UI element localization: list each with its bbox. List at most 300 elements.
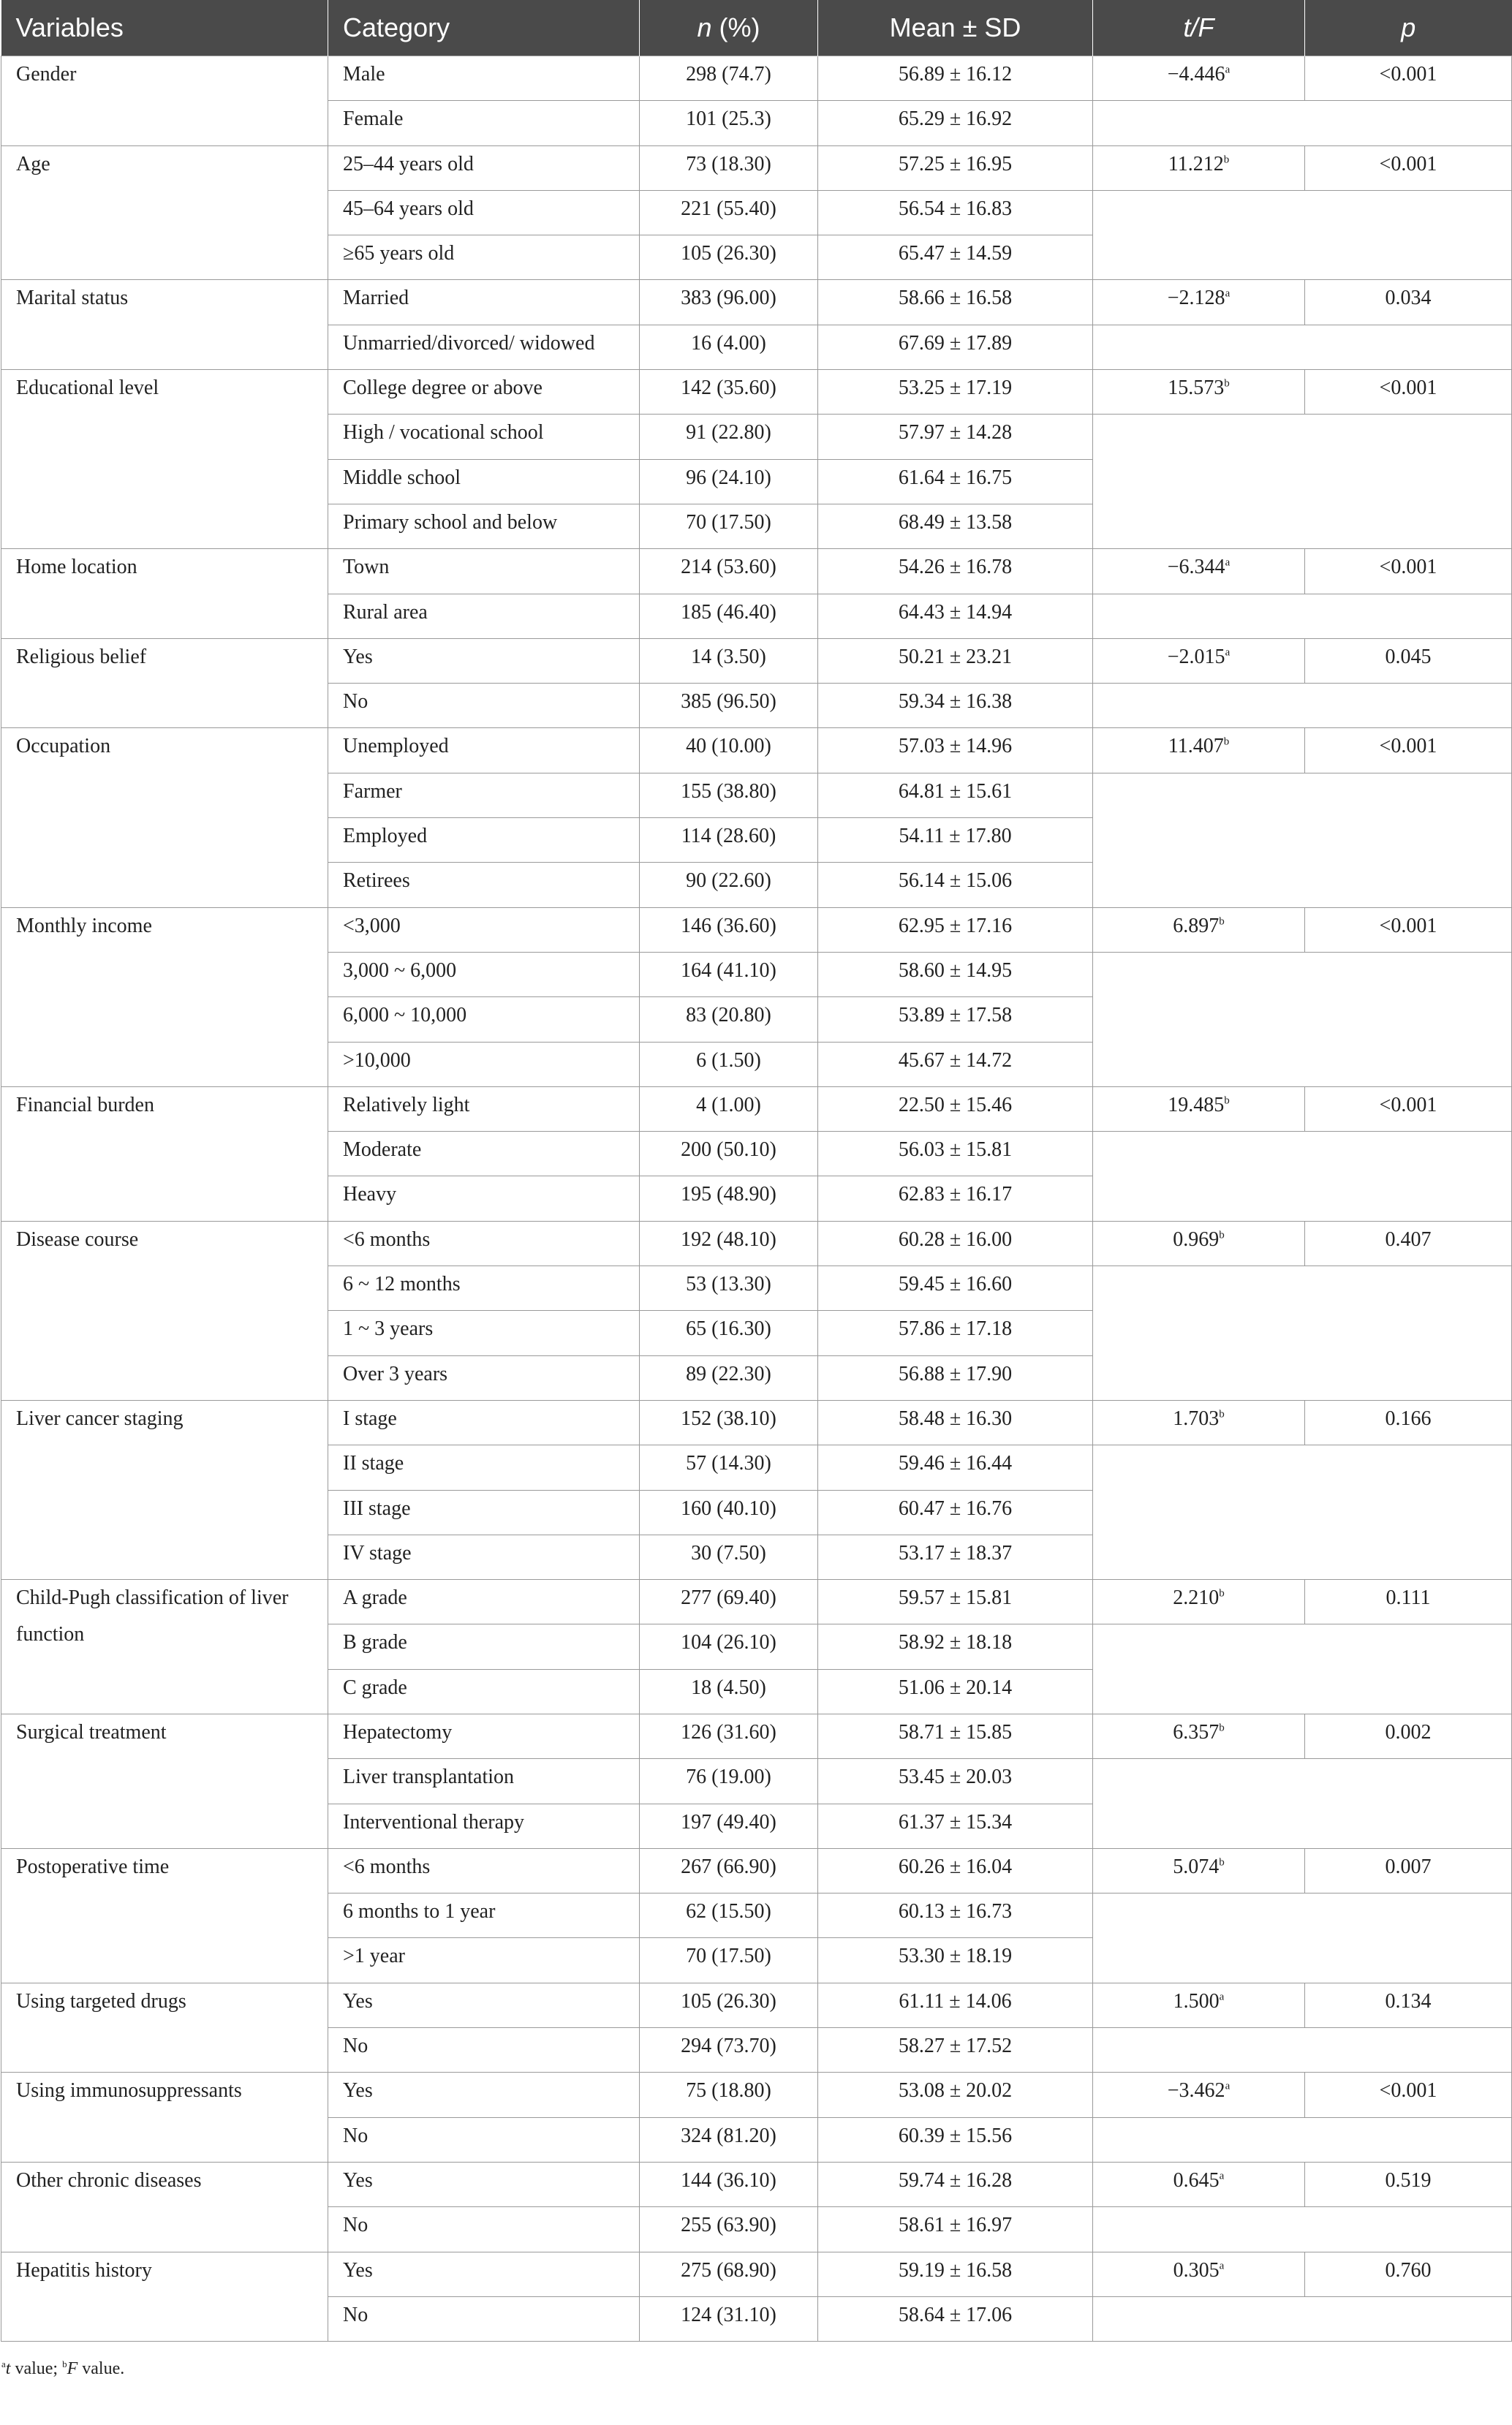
tf-value: 0.645 [1173, 2168, 1220, 2192]
mean-sd-cell: 56.14 ± 15.06 [818, 863, 1093, 907]
variable-cell: Age [1, 145, 328, 280]
mean-sd-cell: 64.43 ± 14.94 [818, 594, 1093, 638]
mean-sd-cell: 57.86 ± 17.18 [818, 1311, 1093, 1355]
category-cell: 45–64 years old [328, 190, 640, 235]
variable-cell: Liver cancer staging [1, 1400, 328, 1579]
mean-sd-cell: 57.03 ± 14.96 [818, 728, 1093, 773]
empty-stat-cell [1093, 1759, 1512, 1849]
tf-value: 1.500 [1173, 1989, 1220, 2013]
n-percent-cell: 192 (48.10) [640, 1221, 818, 1266]
n-percent-cell: 18 (4.50) [640, 1669, 818, 1714]
n-percent-cell: 53 (13.30) [640, 1266, 818, 1311]
category-cell: Rural area [328, 594, 640, 638]
tf-value: −4.446 [1167, 63, 1225, 86]
p-value-cell: 0.519 [1305, 2162, 1512, 2206]
n-percent-cell: 14 (3.50) [640, 638, 818, 683]
tf-value-cell [1093, 1580, 1305, 1624]
tf-value: 6.357 [1173, 1720, 1220, 1744]
mean-sd-cell: 58.71 ± 15.85 [818, 1714, 1093, 1758]
tf-superscript: a [1225, 288, 1231, 300]
n-percent-cell: 90 (22.60) [640, 863, 818, 907]
mean-sd-cell: 58.66 ± 16.58 [818, 280, 1093, 325]
empty-stat-cell [1093, 325, 1512, 369]
empty-stat-cell [1093, 594, 1512, 638]
n-percent-cell: 91 (22.80) [640, 415, 818, 459]
n-percent-cell: 30 (7.50) [640, 1535, 818, 1579]
category-cell: Yes [328, 2073, 640, 2117]
category-cell: <3,000 [328, 907, 640, 952]
table-row [1, 2252, 1512, 2296]
empty-stat-cell [1093, 1894, 1512, 1983]
category-cell: III stage [328, 1490, 640, 1535]
mean-sd-cell: 61.64 ± 16.75 [818, 459, 1093, 504]
table-row [1, 1848, 1512, 1893]
empty-stat-cell [1093, 2296, 1512, 2341]
n-percent-cell: 105 (26.30) [640, 235, 818, 280]
n-percent-cell: 89 (22.30) [640, 1355, 818, 1400]
mean-sd-cell: 62.83 ± 16.17 [818, 1176, 1093, 1221]
n-percent-cell: 40 (10.00) [640, 728, 818, 773]
tf-superscript: a [1219, 2170, 1225, 2182]
p-value-cell: 0.760 [1305, 2252, 1512, 2296]
variable-cell: Other chronic diseases [1, 2162, 328, 2252]
category-cell: I stage [328, 1400, 640, 1445]
category-cell: 6 months to 1 year [328, 1894, 640, 1938]
tf-value-cell [1093, 907, 1305, 952]
p-value-cell: 0.111 [1305, 1580, 1512, 1624]
table-row [1, 1714, 1512, 1758]
p-value-cell: 0.002 [1305, 1714, 1512, 1758]
mean-sd-cell: 53.17 ± 18.37 [818, 1535, 1093, 1579]
category-cell: Yes [328, 1983, 640, 2027]
variable-cell: Postoperative time [1, 1848, 328, 1983]
tf-value: 11.407 [1168, 735, 1224, 758]
n-percent-cell: 73 (18.30) [640, 145, 818, 190]
mean-sd-cell: 59.19 ± 16.58 [818, 2252, 1093, 2296]
tf-value-cell [1093, 145, 1305, 190]
mean-sd-cell: 62.95 ± 17.16 [818, 907, 1093, 952]
tf-superscript: a [1225, 64, 1231, 76]
n-percent-cell: 6 (1.50) [640, 1042, 818, 1086]
n-percent-cell: 383 (96.00) [640, 280, 818, 325]
n-percent-cell: 76 (19.00) [640, 1759, 818, 1804]
table-row [1, 370, 1512, 415]
mean-sd-cell: 60.26 ± 16.04 [818, 1848, 1093, 1893]
variable-cell: Using immunosuppressants [1, 2073, 328, 2163]
table-row [1, 728, 1512, 773]
table-row [1, 1400, 1512, 1445]
mean-sd-cell: 60.13 ± 16.73 [818, 1894, 1093, 1938]
n-percent-cell: 195 (48.90) [640, 1176, 818, 1221]
p-value-cell: <0.001 [1305, 370, 1512, 415]
mean-sd-cell: 59.45 ± 16.60 [818, 1266, 1093, 1311]
tf-value: 11.212 [1168, 152, 1224, 175]
n-percent-cell: 298 (74.7) [640, 56, 818, 101]
tf-superscript: b [1219, 1229, 1225, 1241]
variable-cell: Hepatitis history [1, 2252, 328, 2342]
table-row [1, 2162, 1512, 2206]
tf-superscript: a [1225, 646, 1231, 659]
n-percent-cell: 267 (66.90) [640, 1848, 818, 1893]
category-cell: 3,000 ~ 6,000 [328, 952, 640, 996]
n-percent-cell: 255 (63.90) [640, 2207, 818, 2252]
category-cell: Primary school and below [328, 504, 640, 548]
table-footnote [1, 2359, 1512, 2379]
variable-cell: Child-Pugh classification of liver function [1, 1580, 328, 1714]
category-cell: Yes [328, 2162, 640, 2206]
n-percent-cell: 62 (15.50) [640, 1894, 818, 1938]
table-row [1, 280, 1512, 325]
mean-sd-cell: 59.74 ± 16.28 [818, 2162, 1093, 2206]
mean-sd-cell: 57.97 ± 14.28 [818, 415, 1093, 459]
mean-sd-cell: 22.50 ± 15.46 [818, 1086, 1093, 1131]
category-cell: Liver transplantation [328, 1759, 640, 1804]
footnote-f-symbol: F [67, 2359, 78, 2379]
category-cell: Interventional therapy [328, 1804, 640, 1848]
category-cell: B grade [328, 1624, 640, 1669]
category-cell: C grade [328, 1669, 640, 1714]
category-cell: >1 year [328, 1938, 640, 1983]
mean-sd-cell: 58.60 ± 14.95 [818, 952, 1093, 996]
mean-sd-cell: 56.54 ± 16.83 [818, 190, 1093, 235]
mean-sd-cell: 58.92 ± 18.18 [818, 1624, 1093, 1669]
n-percent-cell: 4 (1.00) [640, 1086, 818, 1131]
category-cell: College degree or above [328, 370, 640, 415]
n-percent-cell: 214 (53.60) [640, 549, 818, 594]
tf-value-cell [1093, 728, 1305, 773]
mean-sd-cell: 53.08 ± 20.02 [818, 2073, 1093, 2117]
tf-value: 6.897 [1173, 914, 1220, 937]
empty-stat-cell [1093, 1445, 1512, 1580]
n-percent-cell: 83 (20.80) [640, 997, 818, 1042]
mean-sd-cell: 60.39 ± 15.56 [818, 2117, 1093, 2162]
mean-sd-cell: 56.03 ± 15.81 [818, 1132, 1093, 1176]
p-value-cell: <0.001 [1305, 907, 1512, 952]
variable-cell: Financial burden [1, 1086, 328, 1221]
category-cell: No [328, 2028, 640, 2073]
category-cell: ≥65 years old [328, 235, 640, 280]
n-percent-cell: 126 (31.60) [640, 1714, 818, 1758]
n-percent-cell: 155 (38.80) [640, 773, 818, 817]
table-body [1, 56, 1512, 2342]
category-cell: Yes [328, 638, 640, 683]
mean-sd-cell: 58.64 ± 17.06 [818, 2296, 1093, 2341]
n-percent-cell: 105 (26.30) [640, 1983, 818, 2027]
n-percent-cell: 146 (36.60) [640, 907, 818, 952]
p-value-cell: <0.001 [1305, 549, 1512, 594]
p-value-cell: <0.001 [1305, 1086, 1512, 1131]
n-percent-cell: 70 (17.50) [640, 504, 818, 548]
category-cell: II stage [328, 1445, 640, 1490]
category-cell: No [328, 2296, 640, 2341]
p-value-cell: 0.007 [1305, 1848, 1512, 1893]
variable-cell: Marital status [1, 280, 328, 370]
n-percent-cell: 197 (49.40) [640, 1804, 818, 1848]
n-percent-cell: 70 (17.50) [640, 1938, 818, 1983]
category-cell: Moderate [328, 1132, 640, 1176]
n-percent-cell: 277 (69.40) [640, 1580, 818, 1624]
tf-value-cell [1093, 280, 1305, 325]
n-percent-cell: 96 (24.10) [640, 459, 818, 504]
variable-cell: Gender [1, 56, 328, 146]
category-cell: 25–44 years old [328, 145, 640, 190]
empty-stat-cell [1093, 1624, 1512, 1714]
p-value-cell: 0.407 [1305, 1221, 1512, 1266]
tf-value: −3.462 [1167, 2079, 1225, 2103]
n-percent-cell: 114 (28.60) [640, 818, 818, 863]
n-percent-cell: 124 (31.10) [640, 2296, 818, 2341]
mean-sd-cell: 65.29 ± 16.92 [818, 101, 1093, 145]
tf-value: 0.305 [1173, 2258, 1220, 2282]
n-percent-cell: 275 (68.90) [640, 2252, 818, 2296]
tf-value-cell [1093, 56, 1305, 101]
variable-cell: Monthly income [1, 907, 328, 1086]
category-cell: Farmer [328, 773, 640, 817]
tf-value-cell [1093, 638, 1305, 683]
category-cell: Middle school [328, 459, 640, 504]
table-row [1, 1580, 1512, 1624]
empty-stat-cell [1093, 1132, 1512, 1222]
tf-superscript: a [1219, 1991, 1225, 2003]
n-percent-cell: 294 (73.70) [640, 2028, 818, 2073]
category-cell: <6 months [328, 1221, 640, 1266]
empty-stat-cell [1093, 684, 1512, 728]
tf-value: 5.074 [1173, 1855, 1220, 1878]
category-cell: High / vocational school [328, 415, 640, 459]
empty-stat-cell [1093, 101, 1512, 145]
n-percent-cell: 65 (16.30) [640, 1311, 818, 1355]
tf-superscript: b [1219, 1722, 1225, 1734]
empty-stat-cell [1093, 2207, 1512, 2252]
tf-superscript: b [1219, 915, 1225, 928]
p-value-cell: <0.001 [1305, 56, 1512, 101]
table-row [1, 145, 1512, 190]
n-percent-cell: 221 (55.40) [640, 190, 818, 235]
tf-value: 19.485 [1168, 1093, 1225, 1116]
mean-sd-cell: 60.28 ± 16.00 [818, 1221, 1093, 1266]
footnote-b-text: value. [78, 2359, 125, 2379]
variable-cell: Home location [1, 549, 328, 639]
mean-sd-cell: 60.47 ± 16.76 [818, 1490, 1093, 1535]
n-percent-cell: 104 (26.10) [640, 1624, 818, 1669]
empty-stat-cell [1093, 2117, 1512, 2162]
tf-value: 1.703 [1173, 1407, 1220, 1430]
mean-sd-cell: 54.11 ± 17.80 [818, 818, 1093, 863]
empty-stat-cell [1093, 773, 1512, 907]
mean-sd-cell: 58.48 ± 16.30 [818, 1400, 1093, 1445]
category-cell: >10,000 [328, 1042, 640, 1086]
mean-sd-cell: 56.88 ± 17.90 [818, 1355, 1093, 1400]
category-cell: Male [328, 56, 640, 101]
n-percent-cell: 144 (36.10) [640, 2162, 818, 2206]
n-percent-cell: 160 (40.10) [640, 1490, 818, 1535]
header-mean-sd: Mean ± SD [818, 0, 1093, 56]
category-cell: Female [328, 101, 640, 145]
variable-cell: Religious belief [1, 638, 328, 728]
tf-value-cell [1093, 1848, 1305, 1893]
tf-superscript: b [1219, 1408, 1225, 1420]
tf-value-cell [1093, 2162, 1305, 2206]
mean-sd-cell: 58.61 ± 16.97 [818, 2207, 1093, 2252]
variable-cell: Using targeted drugs [1, 1983, 328, 2073]
tf-value-cell [1093, 1221, 1305, 1266]
mean-sd-cell: 50.21 ± 23.21 [818, 638, 1093, 683]
table-row [1, 549, 1512, 594]
mean-sd-cell: 51.06 ± 20.14 [818, 1669, 1093, 1714]
n-percent-cell: 324 (81.20) [640, 2117, 818, 2162]
tf-value: 15.573 [1168, 377, 1225, 400]
mean-sd-cell: 53.89 ± 17.58 [818, 997, 1093, 1042]
mean-sd-cell: 56.89 ± 16.12 [818, 56, 1093, 101]
header-t-f-italic: t/F [1183, 12, 1214, 42]
header-n-percent [640, 0, 818, 56]
tf-value: 2.210 [1173, 1586, 1220, 1610]
p-value-cell: 0.034 [1305, 280, 1512, 325]
header-t-f [1093, 0, 1305, 56]
footnote-a-marker: a [1, 2358, 6, 2370]
category-cell: Married [328, 280, 640, 325]
empty-stat-cell [1093, 1266, 1512, 1401]
footnote-b-marker: b [62, 2358, 67, 2370]
category-cell: Hepatectomy [328, 1714, 640, 1758]
header-p [1305, 0, 1512, 56]
mean-sd-cell: 53.30 ± 18.19 [818, 1938, 1093, 1983]
footnote-a-text: value; [10, 2359, 63, 2379]
tf-value-cell [1093, 1400, 1305, 1445]
mean-sd-cell: 59.34 ± 16.38 [818, 684, 1093, 728]
footnote-t-symbol: t [5, 2359, 11, 2379]
n-percent-cell: 200 (50.10) [640, 1132, 818, 1176]
tf-value: −6.344 [1167, 556, 1225, 579]
tf-superscript: b [1223, 154, 1230, 166]
mean-sd-cell: 57.25 ± 16.95 [818, 145, 1093, 190]
table-header [1, 0, 1512, 56]
data-table [1, 0, 1512, 2342]
tf-superscript: b [1223, 736, 1230, 749]
category-cell: No [328, 684, 640, 728]
tf-superscript: a [1219, 2260, 1225, 2272]
category-cell: Heavy [328, 1176, 640, 1221]
header-n-italic: n [697, 12, 712, 42]
header-row [1, 0, 1512, 56]
n-percent-cell: 185 (46.40) [640, 594, 818, 638]
table-row [1, 1086, 1512, 1131]
p-value-cell: <0.001 [1305, 2073, 1512, 2117]
mean-sd-cell: 59.57 ± 15.81 [818, 1580, 1093, 1624]
n-percent-cell: 385 (96.50) [640, 684, 818, 728]
table-row [1, 638, 1512, 683]
p-value-cell: <0.001 [1305, 145, 1512, 190]
category-cell: 6 ~ 12 months [328, 1266, 640, 1311]
n-percent-cell: 152 (38.10) [640, 1400, 818, 1445]
category-cell: Unemployed [328, 728, 640, 773]
header-n-rest: (%) [711, 12, 760, 42]
category-cell: Unmarried/divorced/ widowed [328, 325, 640, 369]
category-cell: Employed [328, 818, 640, 863]
tf-value-cell [1093, 370, 1305, 415]
n-percent-cell: 142 (35.60) [640, 370, 818, 415]
category-cell: 1 ~ 3 years [328, 1311, 640, 1355]
tf-value-cell [1093, 1714, 1305, 1758]
variable-cell: Educational level [1, 370, 328, 549]
tf-value-cell [1093, 1086, 1305, 1131]
tf-superscript: a [1225, 2081, 1231, 2093]
empty-stat-cell [1093, 2028, 1512, 2073]
header-variables: Variables [1, 0, 328, 56]
tf-value: −2.128 [1167, 287, 1225, 310]
variable-cell: Surgical treatment [1, 1714, 328, 1848]
table-row [1, 56, 1512, 101]
category-cell: IV stage [328, 1535, 640, 1579]
tf-superscript: b [1219, 1856, 1225, 1869]
n-percent-cell: 164 (41.10) [640, 952, 818, 996]
mean-sd-cell: 45.67 ± 14.72 [818, 1042, 1093, 1086]
tf-value-cell [1093, 549, 1305, 594]
table-row [1, 2073, 1512, 2117]
n-percent-cell: 101 (25.3) [640, 101, 818, 145]
tf-value: 0.969 [1173, 1227, 1220, 1251]
tf-superscript: b [1224, 377, 1230, 390]
n-percent-cell: 16 (4.00) [640, 325, 818, 369]
mean-sd-cell: 58.27 ± 17.52 [818, 2028, 1093, 2073]
header-category: Category [328, 0, 640, 56]
category-cell: No [328, 2207, 640, 2252]
p-value-cell: <0.001 [1305, 728, 1512, 773]
category-cell: No [328, 2117, 640, 2162]
p-value-cell: 0.045 [1305, 638, 1512, 683]
tf-value-cell [1093, 1983, 1305, 2027]
variable-cell: Disease course [1, 1221, 328, 1400]
table-row [1, 1983, 1512, 2027]
tf-value-cell [1093, 2252, 1305, 2296]
table-row [1, 1221, 1512, 1266]
p-value-cell: 0.134 [1305, 1983, 1512, 2027]
n-percent-cell: 75 (18.80) [640, 2073, 818, 2117]
tf-value: −2.015 [1167, 645, 1225, 668]
n-percent-cell: 57 (14.30) [640, 1445, 818, 1490]
category-cell: Over 3 years [328, 1355, 640, 1400]
empty-stat-cell [1093, 190, 1512, 280]
mean-sd-cell: 67.69 ± 17.89 [818, 325, 1093, 369]
category-cell: Yes [328, 2252, 640, 2296]
variable-cell: Occupation [1, 728, 328, 907]
category-cell: Retirees [328, 863, 640, 907]
tf-superscript: a [1225, 556, 1231, 569]
header-p-italic: p [1401, 12, 1416, 42]
tf-value-cell [1093, 2073, 1305, 2117]
p-value-cell: 0.166 [1305, 1400, 1512, 1445]
tf-superscript: b [1219, 1587, 1225, 1600]
mean-sd-cell: 53.25 ± 17.19 [818, 370, 1093, 415]
mean-sd-cell: 65.47 ± 14.59 [818, 235, 1093, 280]
mean-sd-cell: 64.81 ± 15.61 [818, 773, 1093, 817]
category-cell: Town [328, 549, 640, 594]
mean-sd-cell: 54.26 ± 16.78 [818, 549, 1093, 594]
mean-sd-cell: 59.46 ± 16.44 [818, 1445, 1093, 1490]
mean-sd-cell: 61.11 ± 14.06 [818, 1983, 1093, 2027]
category-cell: 6,000 ~ 10,000 [328, 997, 640, 1042]
tf-superscript: b [1224, 1094, 1230, 1107]
mean-sd-cell: 68.49 ± 13.58 [818, 504, 1093, 548]
category-cell: <6 months [328, 1848, 640, 1893]
table-row [1, 907, 1512, 952]
empty-stat-cell [1093, 415, 1512, 549]
category-cell: A grade [328, 1580, 640, 1624]
mean-sd-cell: 61.37 ± 15.34 [818, 1804, 1093, 1848]
empty-stat-cell [1093, 952, 1512, 1086]
mean-sd-cell: 53.45 ± 20.03 [818, 1759, 1093, 1804]
category-cell: Relatively light [328, 1086, 640, 1131]
